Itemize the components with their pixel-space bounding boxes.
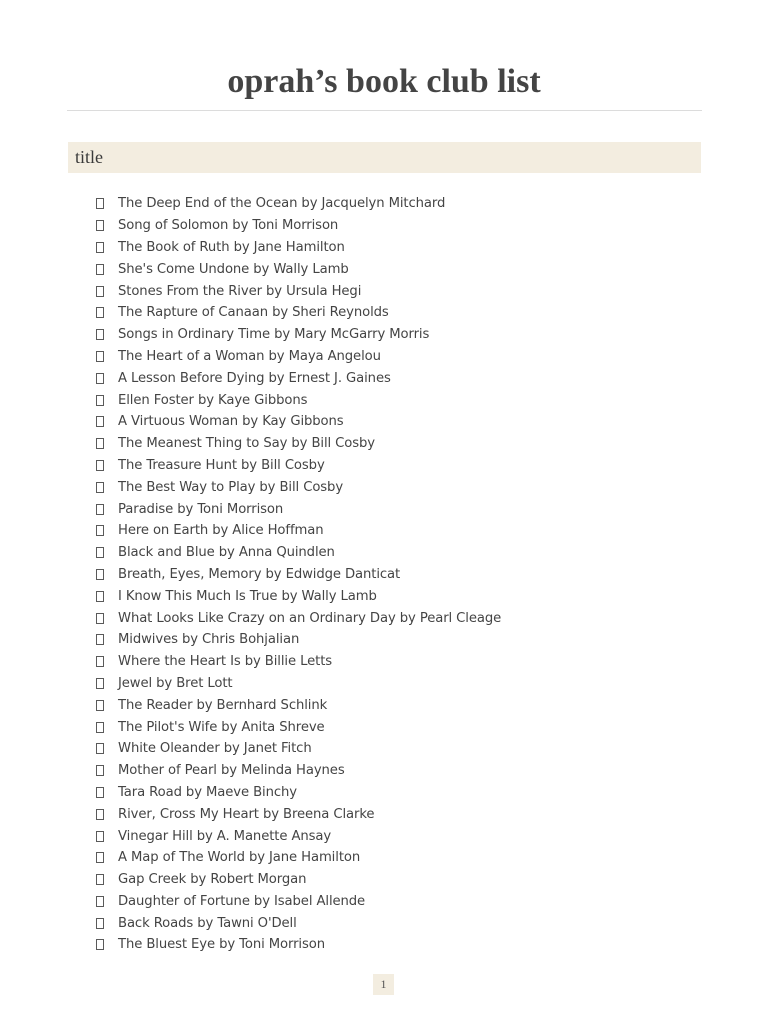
book-entry: Ellen Foster by Kaye Gibbons [118,392,308,408]
book-entry: River, Cross My Heart by Breena Clarke [118,806,375,822]
book-entry: Mother of Pearl by Melinda Haynes [118,763,345,779]
list-item [96,564,501,586]
title-divider [67,110,702,111]
book-entry: The Reader by Bernhard Schlink [118,697,328,713]
book-entry: Paradise by Toni Morrison [118,501,284,517]
checkbox-icon[interactable] [96,656,104,667]
book-entry: The Book of Ruth by Jane Hamilton [118,239,345,255]
checkbox-icon[interactable] [96,220,104,231]
checkbox-icon[interactable] [96,722,104,733]
list-item [96,585,501,607]
list-item [96,280,501,302]
book-entry: Daughter of Fortune by Isabel Allende [118,893,366,909]
book-entry: I Know This Much Is True by Wally Lamb [118,588,377,604]
book-entry: The Deep End of the Ocean by Jacquelyn Mitchard [118,196,446,212]
checkbox-icon[interactable] [96,787,104,798]
checkbox-icon[interactable] [96,852,104,863]
section-header: title [68,142,701,173]
checkbox-icon[interactable] [96,438,104,449]
checkbox-icon[interactable] [96,198,104,209]
book-entry: Jewel by Bret Lott [118,675,233,691]
list-item [96,302,501,324]
checkbox-icon[interactable] [96,547,104,558]
book-entry: Here on Earth by Alice Hoffman [118,523,324,539]
checkbox-icon[interactable] [96,482,104,493]
book-entry: Breath, Eyes, Memory by Edwidge Danticat [118,566,401,582]
book-entry: The Heart of a Woman by Maya Angelou [118,348,381,364]
list-item [96,520,501,542]
list-item [96,629,501,651]
book-entry: She's Come Undone by Wally Lamb [118,261,349,277]
book-entry: A Map of The World by Jane Hamilton [118,850,361,866]
checkbox-icon[interactable] [96,918,104,929]
list-item [96,912,501,934]
checkbox-icon[interactable] [96,460,104,471]
book-entry: Black and Blue by Anna Quindlen [118,545,335,561]
book-entry: What Looks Like Crazy on an Ordinary Day by Pearl Cleage [118,610,502,626]
checkbox-icon[interactable] [96,416,104,427]
list-item [96,934,501,956]
checkbox-icon[interactable] [96,307,104,318]
list-item [96,825,501,847]
checkbox-icon[interactable] [96,678,104,689]
checkbox-icon[interactable] [96,242,104,253]
list-item [96,673,501,695]
book-entry: A Lesson Before Dying by Ernest J. Gaines [118,370,391,386]
checkbox-icon[interactable] [96,286,104,297]
page-number: 1 [373,974,394,995]
checkbox-icon[interactable] [96,591,104,602]
book-entry: The Pilot's Wife by Anita Shreve [118,719,325,735]
checkbox-icon[interactable] [96,765,104,776]
checkbox-icon[interactable] [96,569,104,580]
list-item [96,738,501,760]
book-entry: The Rapture of Canaan by Sheri Reynolds [118,305,389,321]
list-item [96,760,501,782]
book-checklist [96,193,501,956]
checkbox-icon[interactable] [96,700,104,711]
checkbox-icon[interactable] [96,939,104,950]
checkbox-icon[interactable] [96,351,104,362]
book-entry: White Oleander by Janet Fitch [118,741,312,757]
checkbox-icon[interactable] [96,874,104,885]
list-item [96,716,501,738]
list-item [96,324,501,346]
list-item [96,411,501,433]
checkbox-icon[interactable] [96,634,104,645]
book-entry: Stones From the River by Ursula Hegi [118,283,362,299]
book-entry: Gap Creek by Robert Morgan [118,872,307,888]
book-entry: Back Roads by Tawni O'Dell [118,915,297,931]
list-item [96,869,501,891]
list-item [96,346,501,368]
list-item [96,782,501,804]
book-entry: Vinegar Hill by A. Manette Ansay [118,828,332,844]
list-item [96,651,501,673]
list-item [96,215,501,237]
list-item [96,258,501,280]
list-item [96,476,501,498]
book-entry: The Treasure Hunt by Bill Cosby [118,457,325,473]
book-entry: The Meanest Thing to Say by Bill Cosby [118,436,375,452]
checkbox-icon[interactable] [96,525,104,536]
checkbox-icon[interactable] [96,264,104,275]
list-item [96,367,501,389]
checkbox-icon[interactable] [96,329,104,340]
list-item [96,455,501,477]
checkbox-icon[interactable] [96,395,104,406]
book-entry: Where the Heart Is by Billie Letts [118,654,333,670]
checkbox-icon[interactable] [96,831,104,842]
list-item [96,542,501,564]
checkbox-icon[interactable] [96,743,104,754]
book-entry: Midwives by Chris Bohjalian [118,632,300,648]
book-entry: A Virtuous Woman by Kay Gibbons [118,414,344,430]
page-title: oprah’s book club list [227,63,541,100]
checkbox-icon[interactable] [96,373,104,384]
list-item [96,847,501,869]
list-item [96,891,501,913]
list-item [96,237,501,259]
checkbox-icon[interactable] [96,809,104,820]
book-entry: Tara Road by Maeve Binchy [118,784,297,800]
list-item [96,803,501,825]
list-item [96,694,501,716]
list-item [96,193,501,215]
list-item [96,498,501,520]
book-entry: Song of Solomon by Toni Morrison [118,218,339,234]
list-item [96,389,501,411]
book-entry: The Best Way to Play by Bill Cosby [118,479,344,495]
book-entry: Songs in Ordinary Time by Mary McGarry Morris [118,327,430,343]
list-item [96,433,501,455]
list-item [96,607,501,629]
checkbox-icon[interactable] [96,613,104,624]
checkbox-icon[interactable] [96,504,104,515]
checkbox-icon[interactable] [96,896,104,907]
book-entry: The Bluest Eye by Toni Morrison [118,937,325,953]
